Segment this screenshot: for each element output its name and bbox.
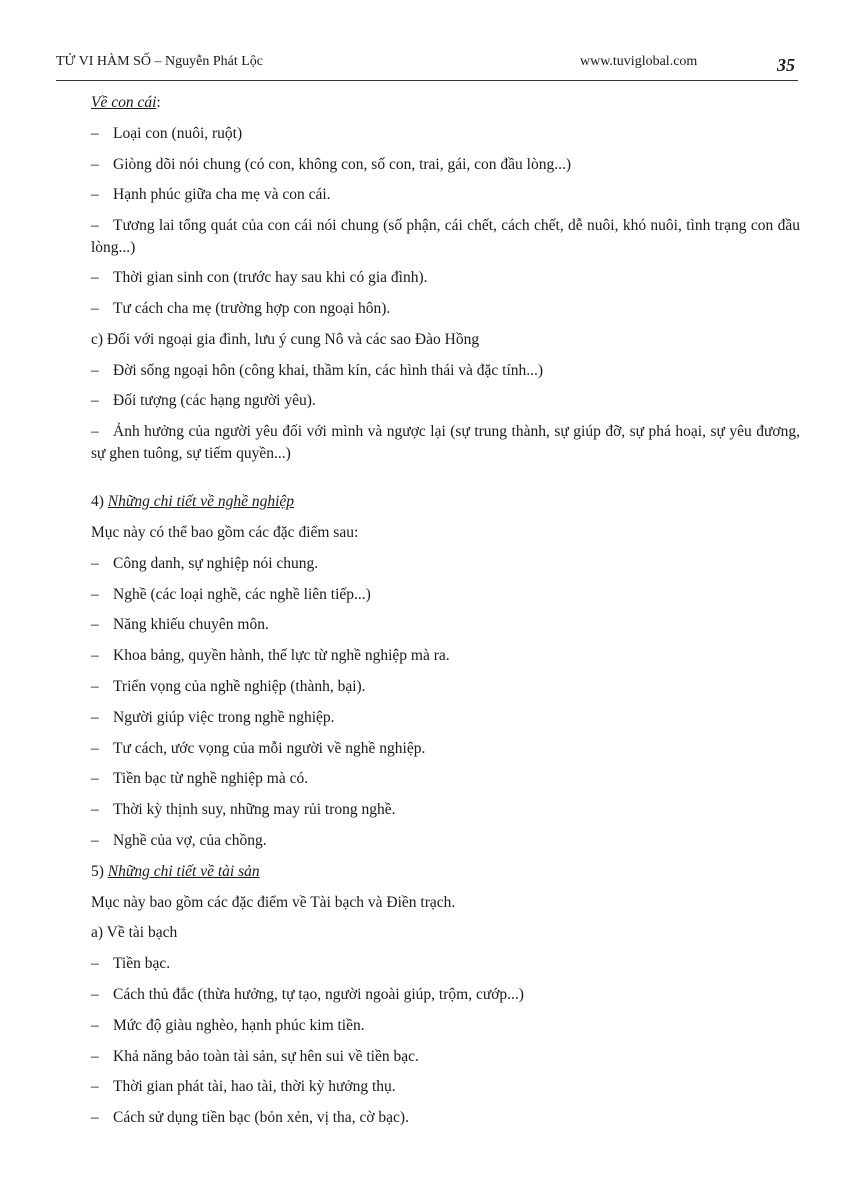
section-heading-children: Về con cái: [91, 94, 161, 111]
list-item: – Loại con (nuôi, ruột) [91, 124, 243, 142]
section-intro: Mục này bao gồm các đặc điểm về Tài bạch và Điền trạch. [91, 893, 456, 911]
section-heading-assets: 5) Những chi tiết về tài sản [91, 862, 260, 880]
list-item: – Thời gian phát tài, hao tài, thời kỳ hưởng thụ. [91, 1078, 396, 1096]
list-item: – Hạnh phúc giữa cha mẹ và con cái. [91, 186, 331, 204]
subsection-heading: a) Về tài bạch [91, 924, 178, 942]
list-item: – Khoa bảng, quyền hành, thế lực từ nghề nghiệp mà ra. [91, 647, 450, 665]
page-header [56, 52, 798, 81]
section-heading-outside-family: c) Đối với ngoại gia đình, lưu ý cung Nô và các sao Đào Hồng [91, 330, 480, 348]
list-item: – Công danh, sự nghiệp nói chung. [91, 554, 319, 572]
page-number: 35 [777, 55, 795, 75]
list-item: – Đời sống ngoại hôn (công khai, thầm kín, các hình thái và đặc tính...) [91, 361, 544, 379]
list-item: – Tiền bạc. [91, 955, 171, 973]
list-item: – Tiền bạc từ nghề nghiệp mà có. [91, 770, 309, 788]
list-item: – Đối tượng (các hạng người yêu). [91, 392, 316, 410]
list-item: – Nghề của vợ, của chồng. [91, 831, 267, 849]
list-item: – Năng khiếu chuyên môn. [91, 616, 269, 634]
list-item: – Cách thủ đắc (thừa hưởng, tự tạo, người ngoài giúp, trộm, cướp...) [91, 985, 524, 1003]
list-item: – Tư cách, ước vọng của mỗi người về nghề nghiệp. [91, 739, 426, 757]
list-item: – Tương lai tổng quát của con cái nói chung (số phận, cái chết, cách chết, dễ nuôi, khó nuôi, tình trạng con đầu lòng...) [91, 217, 800, 257]
list-item: – Giòng dõi nói chung (có con, không con, số con, trai, gái, con đầu lòng...) [91, 155, 572, 173]
list-item: – Triển vọng của nghề nghiệp (thành, bại). [91, 677, 366, 695]
list-item: – Cách sử dụng tiền bạc (bỏn xẻn, vị tha, cờ bạc). [91, 1109, 409, 1127]
section-intro: Mục này có thể bao gồm các đặc điểm sau: [91, 523, 359, 541]
list-item: – Mức độ giàu nghèo, hạnh phúc kim tiền. [91, 1016, 365, 1034]
list-item: – Tư cách cha mẹ (trường hợp con ngoại hôn). [91, 299, 391, 317]
list-item: – Người giúp việc trong nghề nghiệp. [91, 708, 335, 726]
list-item: – Thời gian sinh con (trước hay sau khi có gia đình). [91, 269, 428, 287]
section-heading-career: 4) Những chi tiết về nghề nghiệp [91, 493, 295, 511]
header-website: www.tuviglobal.com [580, 54, 698, 69]
header-book-title: TỬ VI HÀM SỐ – Nguyễn Phát Lộc [56, 54, 263, 69]
list-item: – Thời kỳ thịnh suy, những may rủi trong nghề. [91, 801, 396, 819]
list-item: – Ảnh hưởng của người yêu đối với mình và ngược lại (sự trung thành, sự giúp đỡ, sự phá hoại, sự yêu đương, sự ghen tuông, sự tiếm quyền...) [91, 423, 800, 463]
list-item: – Khả năng bảo toàn tài sản, sự hên sui về tiền bạc. [91, 1047, 419, 1065]
page-body [70, 90, 800, 1136]
list-item: – Nghề (các loại nghề, các nghề liên tiếp...) [91, 585, 371, 603]
